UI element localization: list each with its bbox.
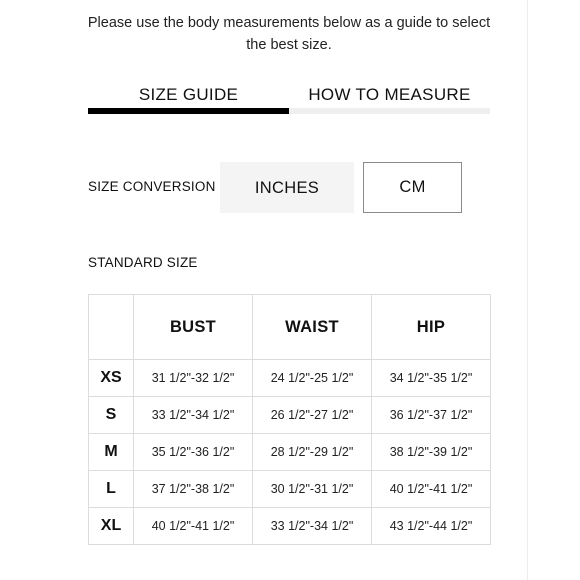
header-hip: HIP xyxy=(372,295,491,360)
panel-divider xyxy=(527,0,528,580)
size-conversion-label: SIZE CONVERSION xyxy=(88,179,216,194)
hip-cell: 36 1/2"-37 1/2" xyxy=(372,397,491,434)
bust-cell: 33 1/2"-34 1/2" xyxy=(134,397,253,434)
tab-size-guide[interactable] xyxy=(88,84,289,114)
header-waist: WAIST xyxy=(253,295,372,360)
hip-cell: 43 1/2"-44 1/2" xyxy=(372,508,491,545)
size-cell: L xyxy=(89,471,134,508)
table-row xyxy=(89,471,491,508)
waist-cell: 33 1/2"-34 1/2" xyxy=(253,508,372,545)
size-cell: M xyxy=(89,434,134,471)
inches-button[interactable]: INCHES xyxy=(220,162,354,213)
table-header-row xyxy=(89,295,491,360)
table-row xyxy=(89,434,491,471)
intro-line-2: the best size. xyxy=(246,37,332,53)
bust-cell: 35 1/2"-36 1/2" xyxy=(134,434,253,471)
intro-line-1: Please use the body measurements below as a guide to select xyxy=(87,15,491,31)
size-cell: S xyxy=(89,397,134,434)
bust-cell: 37 1/2"-38 1/2" xyxy=(134,471,253,508)
size-table xyxy=(88,294,491,545)
tab-bar xyxy=(88,84,490,114)
tab-how-to-measure-indicator xyxy=(289,108,490,114)
tab-how-to-measure[interactable] xyxy=(289,84,490,114)
hip-cell: 38 1/2"-39 1/2" xyxy=(372,434,491,471)
tab-size-guide-indicator xyxy=(88,108,289,114)
bust-cell: 31 1/2"-32 1/2" xyxy=(134,360,253,397)
header-bust: BUST xyxy=(134,295,253,360)
hip-cell: 40 1/2"-41 1/2" xyxy=(372,471,491,508)
waist-cell: 30 1/2"-31 1/2" xyxy=(253,471,372,508)
hip-cell: 34 1/2"-35 1/2" xyxy=(372,360,491,397)
intro-text xyxy=(0,12,578,56)
bust-cell: 40 1/2"-41 1/2" xyxy=(134,508,253,545)
waist-cell: 24 1/2"-25 1/2" xyxy=(253,360,372,397)
size-cell: XS xyxy=(89,360,134,397)
waist-cell: 28 1/2"-29 1/2" xyxy=(253,434,372,471)
standard-size-label: STANDARD SIZE xyxy=(88,255,198,270)
tab-how-to-measure-label: HOW TO MEASURE xyxy=(308,85,471,104)
header-size xyxy=(89,295,134,360)
table-row xyxy=(89,508,491,545)
size-cell: XL xyxy=(89,508,134,545)
waist-cell: 26 1/2"-27 1/2" xyxy=(253,397,372,434)
cm-button[interactable]: CM xyxy=(363,162,462,213)
table-row xyxy=(89,397,491,434)
table-row xyxy=(89,360,491,397)
tab-size-guide-label: SIZE GUIDE xyxy=(138,85,239,104)
